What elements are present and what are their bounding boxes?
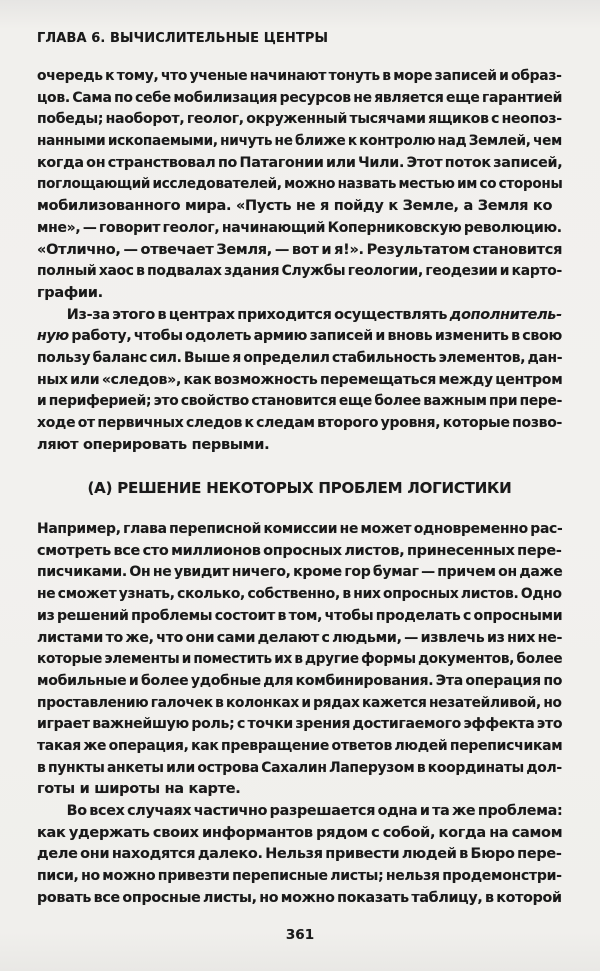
text-line: ных или «следов», как возможность перемещаться между центром [37, 371, 563, 388]
text-line: когда он странствовал по Патагонии или Чили. Этот поток записей, [37, 154, 563, 171]
text-line: как удержать своих информантов рядом с собой, когда на самом [37, 824, 563, 841]
text-line: «Отлично, — отвечает Земля, — вот и я!». Результатом становится [37, 241, 563, 258]
text-line [37, 326, 562, 348]
text-line: мобильные и более удобные для комбинирования. Эта операция по [37, 672, 563, 689]
text-line: играет важнейшую роль; с точки зрения достигаемого эффекта это [37, 716, 563, 733]
text-line: деле они находятся далеко. Нельзя привести людей в Бюро пере- [37, 846, 562, 863]
running-header: ГЛАВА 6. ВЫЧИСЛИТЕЛЬНЫЕ ЦЕНТРЫ [37, 31, 329, 46]
text-line: такая же операция, как превращение ответов людей переписчикам [37, 737, 563, 754]
text-line: готы и широты на карте. [37, 781, 241, 798]
italic-text: дополнитель- [449, 306, 562, 323]
text-line: цов. Сама по себе мобилизация ресурсов не является еще гарантией [37, 89, 563, 106]
text-line: очередь к тому, что ученые начинают тонуть в море записей и образ- [37, 68, 562, 84]
text-line: писи, но можно привезти переписные листы; нельзя продемонстри- [37, 868, 562, 885]
paragraph [37, 66, 562, 305]
text-line: и периферией; это свойство становится еще более важным при пере- [37, 393, 563, 410]
paragraph [37, 305, 562, 457]
page-body [37, 66, 562, 909]
text-line: проставлению галочек в колонках и рядах кажется незатейливой, но [37, 694, 562, 711]
text-line [37, 305, 562, 327]
text-line: полный хаос в подвалах здания Службы геологии, геодезии и карто- [37, 263, 562, 280]
text-line: пользу баланс сил. Выше я определил стабильность элементов, дан- [37, 349, 563, 366]
text-line: мобилизованного мира. «Пусть не я пойду к Земле, а Земля ко [37, 198, 553, 215]
text-line: не сможет узнать, сколько, собственно, в них опросных листов. Одно [37, 586, 562, 603]
section-heading: (А) РЕШЕНИЕ НЕКОТОРЫХ ПРОБЛЕМ ЛОГИСТИКИ [87, 479, 512, 498]
text-line: Например, глава переписной комиссии не может одновременно рас- [37, 521, 563, 538]
text-line: нанными ископаемыми, ничуть не ближе к контролю над Землей, чем [37, 133, 562, 150]
text-segment: работу, чтобы одолеть армию записей и вновь изменить в свою [68, 328, 562, 345]
text-segment: Из-за этого в центрах приходится осуществлять [66, 306, 450, 323]
text-line: из решений проблемы состоит в том, чтобы проделать с опросными [37, 607, 563, 624]
text-line: поглощающий исследователей, можно назвать местью им со стороны [37, 176, 563, 193]
italic-text: ную [37, 328, 69, 345]
text-line: ляют оперировать первыми. [37, 436, 270, 453]
text-line: Во всех случаях частично разрешается одна и та же проблема: [66, 803, 563, 819]
text-line: которые элементы и поместить их в другие формы документов, более [37, 651, 563, 668]
text-line: ровать все опросные листы, но можно показать таблицу, в которой [37, 889, 562, 906]
text-line: ходе от первичных следов к следам второго уровня, которые позво- [37, 415, 563, 431]
text-line: победы; наоборот, геолог, окруженный тысячами ящиков с неопоз- [37, 111, 562, 128]
text-line: листами то же, что они сами делают с людьми, — извлечь из них не- [37, 629, 563, 646]
text-line: смотреть все сто миллионов опросных листов, принесенных пере- [37, 542, 562, 559]
text-line: мне», — говорит геолог, начинающий Коперниковскую революцию. [37, 219, 562, 236]
text-line: графии. [37, 284, 103, 301]
text-line: писчиками. Он не увидит ничего, кроме гор бумаг — причем он даже [37, 564, 563, 581]
paragraph [37, 801, 562, 909]
text-line: в пункты анкеты или острова Сахалин Лаперузом в координаты дол- [37, 759, 562, 776]
page-number: 361 [285, 927, 315, 943]
paragraph [37, 519, 562, 801]
